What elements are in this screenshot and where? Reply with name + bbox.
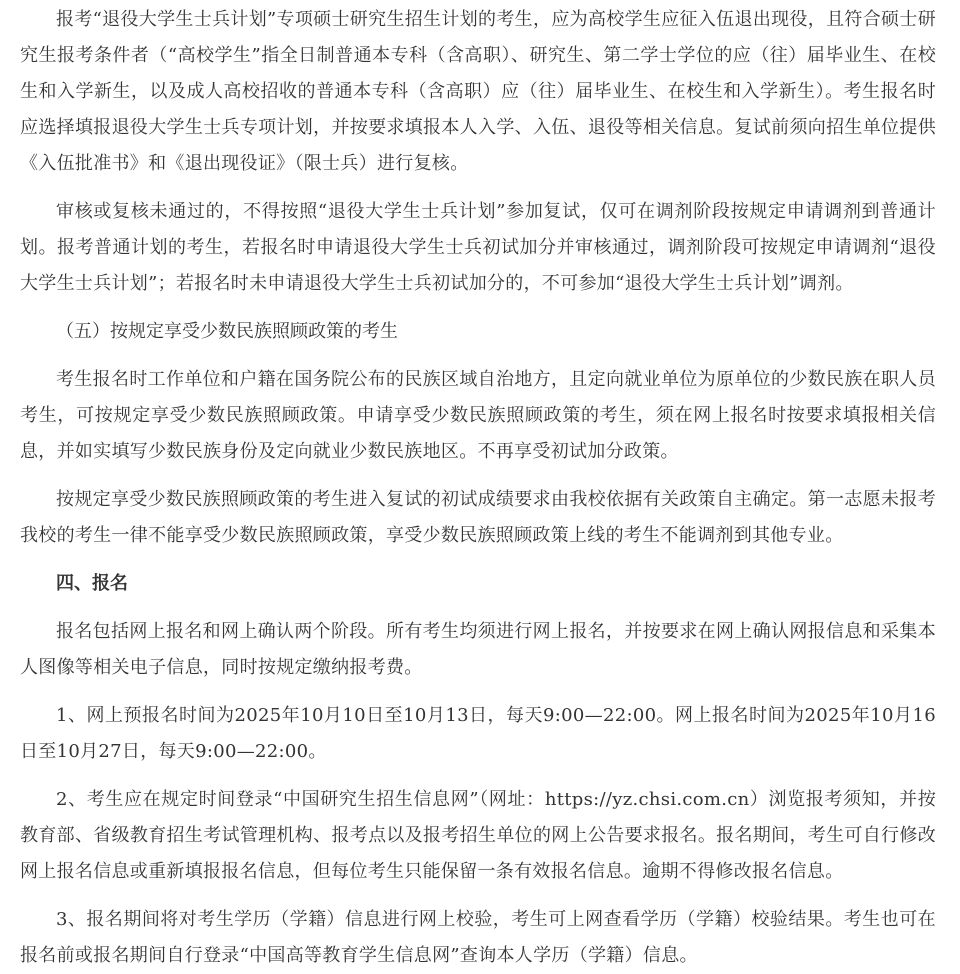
paragraph-registration-dates: 1、网上预报名时间为2025年10月10日至10月13日，每天9:00—22:00。网上报名时间为2025年10月16日至10月27日，每天9:00—22:00。 <box>20 705 936 762</box>
paragraph-minority-policy-eligibility: 考生报名时工作单位和户籍在国务院公布的民族区域自治地方，且定向就业单位为原单位的少数民族在职人员考生，可按规定享受少数民族照顾政策。申请享受少数民族照顾政策的考生，须在网上报名时按要求填报相关信息，并如实填写少数民族身份及定向就业少数民族地区。不再享受初试加分政策。 <box>20 369 936 462</box>
paragraph-minority-policy-scores: 按规定享受少数民族照顾政策的考生进入复试的初试成绩要求由我校依据有关政策自主确定。第一志愿未报考我校的考生一律不能享受少数民族照顾政策，享受少数民族照顾政策上线的考生不能调剂到其他专业。 <box>20 489 936 546</box>
paragraph-veteran-plan-eligibility: 报考“退役大学生士兵计划”专项硕士研究生招生计划的考生，应为高校学生应征入伍退出现役，且符合硕士研究生报考条件者（“高校学生”指全日制普通本专科（含高职）、研究生、第二学士学位的应（往）届毕业生、在校生和入学新生，以及成人高校招收的普通本专科（含高职）应（往）届毕业生、在校生和入学新生）。考生报名时应选择填报退役大学生士兵专项计划，并按要求填报本人入学、入伍、退役等相关信息。复试前须向招生单位提供《入伍批准书》和《退出现役证》（限士兵）进行复核。 <box>20 9 936 174</box>
paragraph-registration-website: 2、考生应在规定时间登录“中国研究生招生信息网”（网址：https://yz.chsi.com.cn）浏览报考须知，并按教育部、省级教育招生考试管理机构、报考点以及报考招生单位的网上公告要求报名。报名期间，考生可自行修改网上报名信息或重新填报报名信息，但每位考生只能保留一条有效报名信息。逾期不得修改报名信息。 <box>20 789 936 882</box>
section-heading-minority-policy: （五）按规定享受少数民族照顾政策的考生 <box>56 321 398 342</box>
paragraph-veteran-plan-review: 审核或复核未通过的，不得按照“退役大学生士兵计划”参加复试，仅可在调剂阶段按规定申请调剂到普通计划。报考普通计划的考生，若报名时申请退役大学生士兵初试加分并审核通过，调剂阶段可按规定申请调剂“退役大学生士兵计划”；若报名时未申请退役大学生士兵初试加分的，不可参加“退役大学生士兵计划”调剂。 <box>20 201 936 294</box>
section-heading-registration: 四、报名 <box>56 573 128 594</box>
paragraph-registration-verification: 3、报名期间将对考生学历（学籍）信息进行网上校验，考生可上网查看学历（学籍）校验结果。考生也可在报名前或报名期间自行登录“中国高等教育学生信息网”查询本人学历（学籍）信息。 <box>20 909 936 966</box>
document-page <box>0 2 960 966</box>
paragraph-registration-stages: 报名包括网上报名和网上确认两个阶段。所有考生均须进行网上报名，并按要求在网上确认网报信息和采集本人图像等相关电子信息，同时按规定缴纳报考费。 <box>20 621 936 678</box>
